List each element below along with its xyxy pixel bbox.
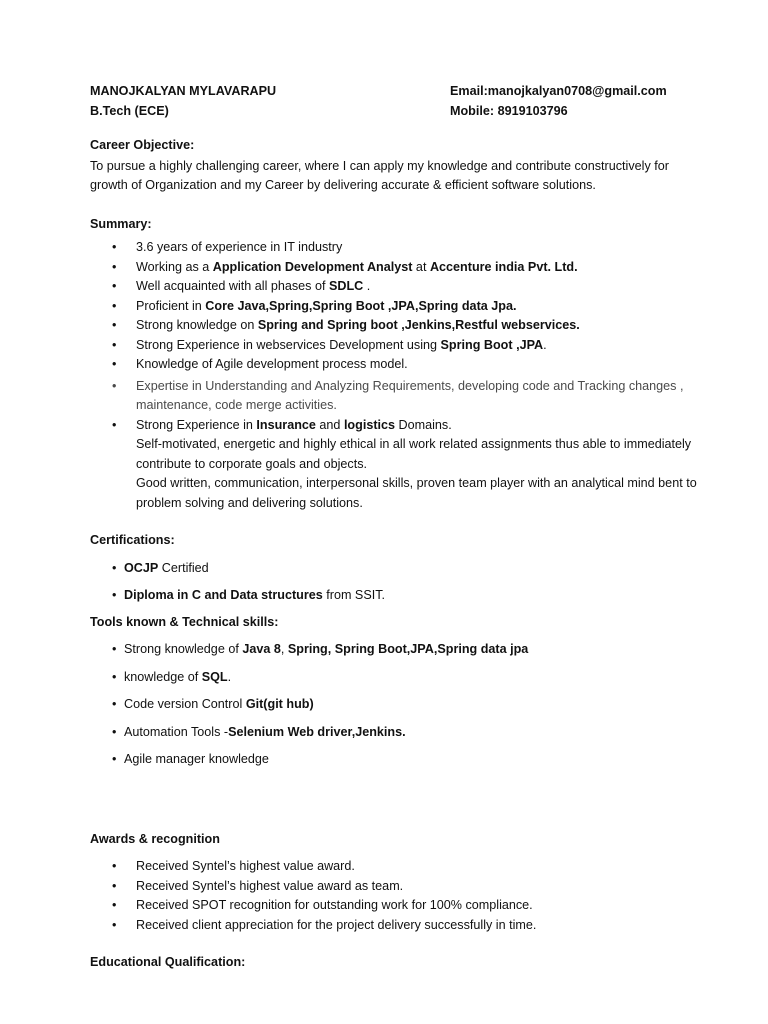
list-item: • Knowledge of Agile development process model. — [90, 355, 700, 375]
bullet-icon: • — [112, 298, 117, 313]
bullet-icon: • — [112, 378, 117, 393]
list-item: • Working as a Application Development Analyst at Accenture india Pvt. Ltd. — [90, 258, 700, 278]
bullet-icon: • — [112, 560, 117, 575]
bullet-icon: • — [112, 859, 117, 873]
list-item: • Strong knowledge of Java 8, Spring, Spring Boot,JPA,Spring data jpa — [90, 640, 700, 660]
candidate-email: Email:manojkalyan0708@gmail.com — [450, 84, 667, 98]
tools-list — [90, 640, 700, 770]
certifications-list — [90, 559, 700, 606]
bullet-icon: • — [112, 337, 117, 352]
bullet-icon: • — [112, 697, 117, 711]
list-item: • Strong Experience in webservices Development using Spring Boot ,JPA. — [90, 336, 700, 356]
bullet-icon: • — [112, 724, 117, 739]
bullet-icon: • — [112, 917, 117, 932]
header-left — [90, 82, 276, 122]
list-item: • Automation Tools -Selenium Web driver,Jenkins. — [90, 723, 700, 743]
candidate-degree: B.Tech (ECE) — [90, 104, 169, 118]
list-item: • Expertise in Understanding and Analyzing Requirements, developing code and Tracking changes , maintenance, code merge activities. — [112, 378, 684, 412]
list-item: • Received client appreciation for the project delivery successfully in time. — [90, 916, 700, 936]
list-item: • Received SPOT recognition for outstanding work for 100% compliance. — [90, 896, 700, 916]
bullet-icon: • — [112, 669, 117, 684]
tools-title: Tools known & Technical skills: — [90, 614, 279, 629]
career-objective-text: To pursue a highly challenging career, where I can apply my knowledge and contribute constructively for growth of Organization and my Career by delivering accurate & efficient software solutions. — [90, 158, 669, 192]
bullet-icon: • — [112, 240, 117, 254]
summary-extra-2: Good written, communication, interpersonal skills, proven team player with an analytical mind bent to problem solving and delivering solutions. — [136, 476, 697, 510]
bullet-icon: • — [112, 417, 117, 432]
list-item: • Agile manager knowledge — [90, 750, 700, 770]
education-title: Educational Qualification: — [90, 955, 246, 969]
bullet-icon: • — [112, 898, 117, 912]
list-item: • Strong Experience in Insurance and logistics Domains. Self-motivated, energetic and highly ethical in all work related assignments thus able to immediately contribute to corporate goals and objects. Good written, communication, interpersonal skills, proven team player with an analytical mind bent to problem solving and delivering solutions. — [112, 417, 697, 510]
header-right — [450, 82, 700, 122]
list-item: • 3.6 years of experience in IT industry — [90, 238, 700, 258]
list-item: • Received Syntel’s highest value award. — [90, 857, 700, 877]
bullet-icon: • — [112, 279, 117, 293]
list-item: • Received Syntel’s highest value award as team. — [90, 877, 700, 897]
resume-header — [90, 82, 700, 122]
list-item: • Diploma in C and Data structures from SSIT. — [90, 586, 700, 606]
bullet-icon: • — [112, 357, 117, 371]
resume-page — [90, 82, 700, 973]
list-item: • Well acquainted with all phases of SDLC . — [90, 277, 700, 297]
summary-extra-1: Self-motivated, energetic and highly ethical in all work related assignments thus able to immediately contribute to corporate goals and objects. — [136, 437, 692, 471]
awards-list — [90, 857, 700, 935]
bullet-icon: • — [112, 878, 117, 893]
list-item: • Strong knowledge on Spring and Spring boot ,Jenkins,Restful webservices. — [90, 316, 700, 336]
summary-list — [90, 238, 700, 513]
certifications-title: Certifications: — [90, 533, 175, 547]
bullet-icon: • — [112, 588, 117, 602]
list-item: • OCJP Certified — [90, 559, 700, 579]
list-item: • knowledge of SQL. — [90, 668, 700, 688]
career-objective-title: Career Objective: — [90, 138, 195, 152]
candidate-mobile: Mobile: 8919103796 — [450, 104, 568, 118]
bullet-icon: • — [112, 318, 117, 332]
summary-title: Summary: — [90, 216, 152, 231]
candidate-name: MANOJKALYAN MYLAVARAPU — [90, 84, 277, 98]
list-item: • Code version Control Git(git hub) — [90, 695, 700, 715]
bullet-icon: • — [112, 259, 117, 274]
list-item: • Proficient in Core Java,Spring,Spring Boot ,JPA,Spring data Jpa. — [90, 297, 700, 317]
bullet-icon: • — [112, 642, 117, 656]
awards-title: Awards & recognition — [90, 831, 220, 846]
bullet-icon: • — [112, 752, 117, 766]
